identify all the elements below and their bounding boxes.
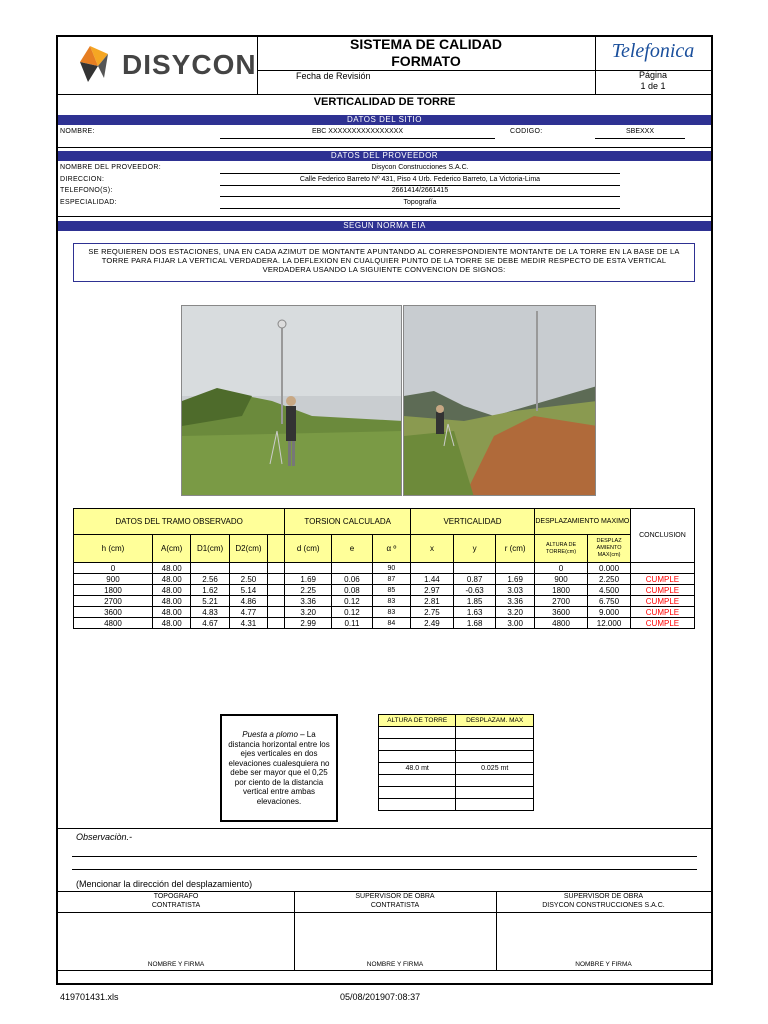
cell-alpha: 87 [372, 574, 410, 585]
site-code-label: CODIGO: [510, 128, 543, 135]
section-divider [58, 828, 711, 829]
underline [220, 208, 620, 209]
cell-h: 900 [74, 574, 153, 585]
col-header-x: x [411, 535, 454, 563]
verticality-table [73, 508, 695, 629]
cell-y: 1.85 [453, 596, 496, 607]
cell-alpha: 84 [372, 618, 410, 629]
cell-d [285, 563, 332, 574]
cell-e: 0.11 [332, 618, 373, 629]
cell-d2: 5.14 [229, 585, 267, 596]
cell-y [453, 563, 496, 574]
disycon-logo-icon [78, 44, 118, 84]
table-row [74, 585, 695, 596]
cell-concl: CUMPLE [630, 574, 694, 585]
cell-r: 3.20 [496, 607, 534, 618]
cell-desp: 12.000 [588, 618, 631, 629]
max-cell [456, 739, 534, 751]
cell-d1: 1.62 [191, 585, 229, 596]
document-title: VERTICALIDAD DE TORRE [313, 96, 456, 108]
cell-x: 2.81 [411, 596, 454, 607]
section-divider [58, 147, 711, 148]
cell-concl: CUMPLE [630, 607, 694, 618]
cell-h: 4800 [74, 618, 153, 629]
signature-block-supervisor-contratista: SUPERVISOR DE OBRA CONTRATISTA [355, 893, 435, 909]
col-header-d2: D2(cm) [229, 535, 267, 563]
max-cell [379, 727, 456, 739]
cell-d: 2.99 [285, 618, 332, 629]
spacer-cell [268, 618, 285, 629]
cell-alt: 4800 [534, 618, 587, 629]
cell-alpha: 90 [372, 563, 410, 574]
group-header-torsion: TORSION CALCULADA [285, 509, 411, 535]
cell-x: 2.49 [411, 618, 454, 629]
cell-d1: 2.56 [191, 574, 229, 585]
site-name-value: EBC XXXXXXXXXXXXXXXX [311, 128, 404, 135]
cell-alt: 2700 [534, 596, 587, 607]
observacion-note: (Mencionar la dirección del desplazamiento) [76, 879, 253, 889]
cell-d1: 4.67 [191, 618, 229, 629]
cell-alt: 900 [534, 574, 587, 585]
max-cell [456, 775, 534, 787]
cell-d: 3.20 [285, 607, 332, 618]
cell-r: 3.36 [496, 596, 534, 607]
signature-divider [58, 970, 711, 971]
cell-a: 48.00 [152, 574, 190, 585]
max-cell [379, 775, 456, 787]
cell-d2: 2.50 [229, 574, 267, 585]
spacer-cell [268, 607, 285, 618]
cell-a: 48.00 [152, 618, 190, 629]
observacion-label: Observaciòn.- [76, 832, 133, 842]
col-header-d: d (cm) [285, 535, 332, 563]
cell-desp: 4.500 [588, 585, 631, 596]
cell-r [496, 563, 534, 574]
plomo-title: Puesta a plomo – [242, 730, 305, 739]
cell-d: 2.25 [285, 585, 332, 596]
observacion-line [72, 856, 697, 857]
cell-h: 0 [74, 563, 153, 574]
provider-phone-value: 2661414/2661415 [391, 187, 449, 194]
provider-phone-label: TELEFONO(S): [60, 187, 113, 194]
cell-alpha: 85 [372, 585, 410, 596]
signature-name-label: NOMBRE Y FIRMA [575, 961, 632, 968]
cell-d2: 4.77 [229, 607, 267, 618]
max-cell [379, 739, 456, 751]
max-cell [379, 799, 456, 811]
cell-d2 [229, 563, 267, 574]
cell-desp: 9.000 [588, 607, 631, 618]
plomo-body: La distancia horizontal entre los ejes verticales en dos elevaciones cualesquiera no debe ser mayor que el 0,25 por ciento de la distancia vertical entre ambas elevaciones. [228, 730, 330, 806]
underline [595, 138, 685, 139]
spacer-cell [268, 574, 285, 585]
cell-r: 3.00 [496, 618, 534, 629]
cell-alt: 3600 [534, 607, 587, 618]
cell-x: 2.75 [411, 607, 454, 618]
provider-band: DATOS DEL PROVEEDOR [58, 151, 711, 161]
cell-a: 48.00 [152, 596, 190, 607]
cell-concl: CUMPLE [630, 618, 694, 629]
group-header-desplazamiento: DESPLAZAMIENTO MAXIMO [534, 509, 630, 535]
col-header-desplaz: DESPLAZ AMIENTO MAX(cm) [588, 535, 631, 563]
cell-h: 1800 [74, 585, 153, 596]
cell-y: 1.68 [453, 618, 496, 629]
site-code-value: SBEXXX [625, 128, 654, 135]
provider-address-label: DIRECCION: [60, 176, 105, 183]
norm-text: SE REQUIEREN DOS ESTACIONES, UNA EN CADA AZIMUT DE MONTANTE APUNTANDO AL CORRESPONDIENTE MONTANTE DE LA TORRE EN LA BASE DE LA TORRE PARA FIJAR LA VERTICAL VERDADERA. LA DEFLEXION EN CUALQUIER PUNTO DE LA TORRE SE DEBE MEDIR RESPECTO DE ESTA VERTICAL VERDADERA USANDO LA SIGUIENTE CONVENCION DE SIGNOS: [73, 243, 695, 282]
signature-name-label: NOMBRE Y FIRMA [366, 961, 424, 968]
cell-d2: 4.31 [229, 618, 267, 629]
max-cell [456, 799, 534, 811]
underline [220, 138, 495, 139]
provider-address-value: Calle Federico Barreto Nº 431, Piso 4 Urb. Federico Barreto, La Victoria-Lima [299, 176, 541, 183]
cell-alt: 1800 [534, 585, 587, 596]
footer-filename: 419701431.xls [60, 992, 119, 1002]
max-cell [379, 787, 456, 799]
signature-block-topografo: TOPOGRAFO CONTRATISTA [151, 893, 201, 909]
cell-a: 48.00 [152, 585, 190, 596]
cell-alpha: 83 [372, 596, 410, 607]
col-header-d1: D1(cm) [191, 535, 229, 563]
max-altura-value: 48.0 mt [379, 763, 456, 775]
spacer-cell [268, 585, 285, 596]
table-row [74, 618, 695, 629]
cell-d1: 4.83 [191, 607, 229, 618]
max-cell [456, 751, 534, 763]
observacion-line [72, 869, 697, 870]
max-col-altura: ALTURA DE TORRE [379, 715, 456, 727]
col-header-spacer [268, 535, 285, 563]
signature-name-label: NOMBRE Y FIRMA [147, 961, 205, 968]
header-divider [58, 94, 711, 95]
cell-desp: 2.250 [588, 574, 631, 585]
underline [220, 196, 620, 197]
cell-h: 2700 [74, 596, 153, 607]
cell-x: 1.44 [411, 574, 454, 585]
field-photo-1 [181, 305, 402, 496]
cell-d1: 5.21 [191, 596, 229, 607]
max-col-desplaz: DESPLAZAM. MAX [456, 715, 534, 727]
provider-name-value: Disycon Construcciones S.A.C. [371, 164, 469, 171]
cell-x: 2.97 [411, 585, 454, 596]
cell-y: -0.63 [453, 585, 496, 596]
max-cell [456, 787, 534, 799]
field-photo-2 [403, 305, 596, 496]
provider-name-label: NOMBRE DEL PROVEEDOR: [60, 164, 161, 171]
spacer-cell [268, 563, 285, 574]
cell-y: 1.63 [453, 607, 496, 618]
col-header-h: h (cm) [74, 535, 153, 563]
revision-label: Fecha de Revisión [296, 71, 371, 81]
norm-band: SEGUN NORMA EIA [58, 221, 711, 231]
cell-concl: CUMPLE [630, 596, 694, 607]
cell-desp: 0.000 [588, 563, 631, 574]
cell-e: 0.12 [332, 607, 373, 618]
cell-h: 3600 [74, 607, 153, 618]
col-header-a: A(cm) [152, 535, 190, 563]
cell-d2: 4.86 [229, 596, 267, 607]
doc-system-title: SISTEMA DE CALIDAD FORMATO [350, 36, 502, 69]
max-displacement-table [378, 714, 534, 811]
cell-r: 1.69 [496, 574, 534, 585]
col-header-y: y [453, 535, 496, 563]
site-band: DATOS DEL SITIO [58, 115, 711, 125]
telefonica-logo: Telefonica [611, 40, 695, 62]
cell-e: 0.12 [332, 596, 373, 607]
table-row [74, 596, 695, 607]
cell-d: 1.69 [285, 574, 332, 585]
max-cell [379, 751, 456, 763]
table-row [74, 607, 695, 618]
cell-concl [630, 563, 694, 574]
signature-divider [58, 912, 711, 913]
underline [220, 173, 620, 174]
section-divider [58, 216, 711, 217]
table-row [74, 574, 695, 585]
cell-desp: 6.750 [588, 596, 631, 607]
table-row [74, 563, 695, 574]
page-indicator: Página 1 de 1 [638, 70, 668, 91]
cell-d1 [191, 563, 229, 574]
underline [220, 185, 620, 186]
cell-e: 0.08 [332, 585, 373, 596]
signature-block-supervisor-disycon: SUPERVISOR DE OBRA DISYCON CONSTRUCCIONES S.A.C. [542, 893, 665, 909]
col-header-r: r (cm) [496, 535, 534, 563]
group-header-verticalidad: VERTICALIDAD [411, 509, 535, 535]
cell-a: 48.00 [152, 563, 190, 574]
max-cell [456, 727, 534, 739]
cell-d: 3.36 [285, 596, 332, 607]
spacer-cell [268, 596, 285, 607]
cell-x [411, 563, 454, 574]
company-name: DISYCON [122, 49, 257, 80]
footer-timestamp: 05/08/201907:08:37 [340, 992, 421, 1002]
col-header-e: e [332, 535, 373, 563]
cell-y: 0.87 [453, 574, 496, 585]
cell-e [332, 563, 373, 574]
max-desplaz-value: 0.025 mt [456, 763, 534, 775]
site-name-label: NOMBRE: [60, 128, 95, 135]
provider-specialty-label: ESPECIALIDAD: [60, 199, 117, 206]
cell-e: 0.06 [332, 574, 373, 585]
cell-alpha: 83 [372, 607, 410, 618]
cell-concl: CUMPLE [630, 585, 694, 596]
cell-alt: 0 [534, 563, 587, 574]
cell-r: 3.03 [496, 585, 534, 596]
provider-specialty-value: Topografía [403, 199, 437, 206]
col-header-altura: ALTURA DE TORRE(cm) [534, 535, 587, 563]
plomo-note [220, 714, 338, 822]
col-header-alpha: α º [372, 535, 410, 563]
group-header-conclusion: CONCLUSION [630, 509, 694, 563]
cell-a: 48.00 [152, 607, 190, 618]
group-header-tramo: DATOS DEL TRAMO OBSERVADO [74, 509, 285, 535]
